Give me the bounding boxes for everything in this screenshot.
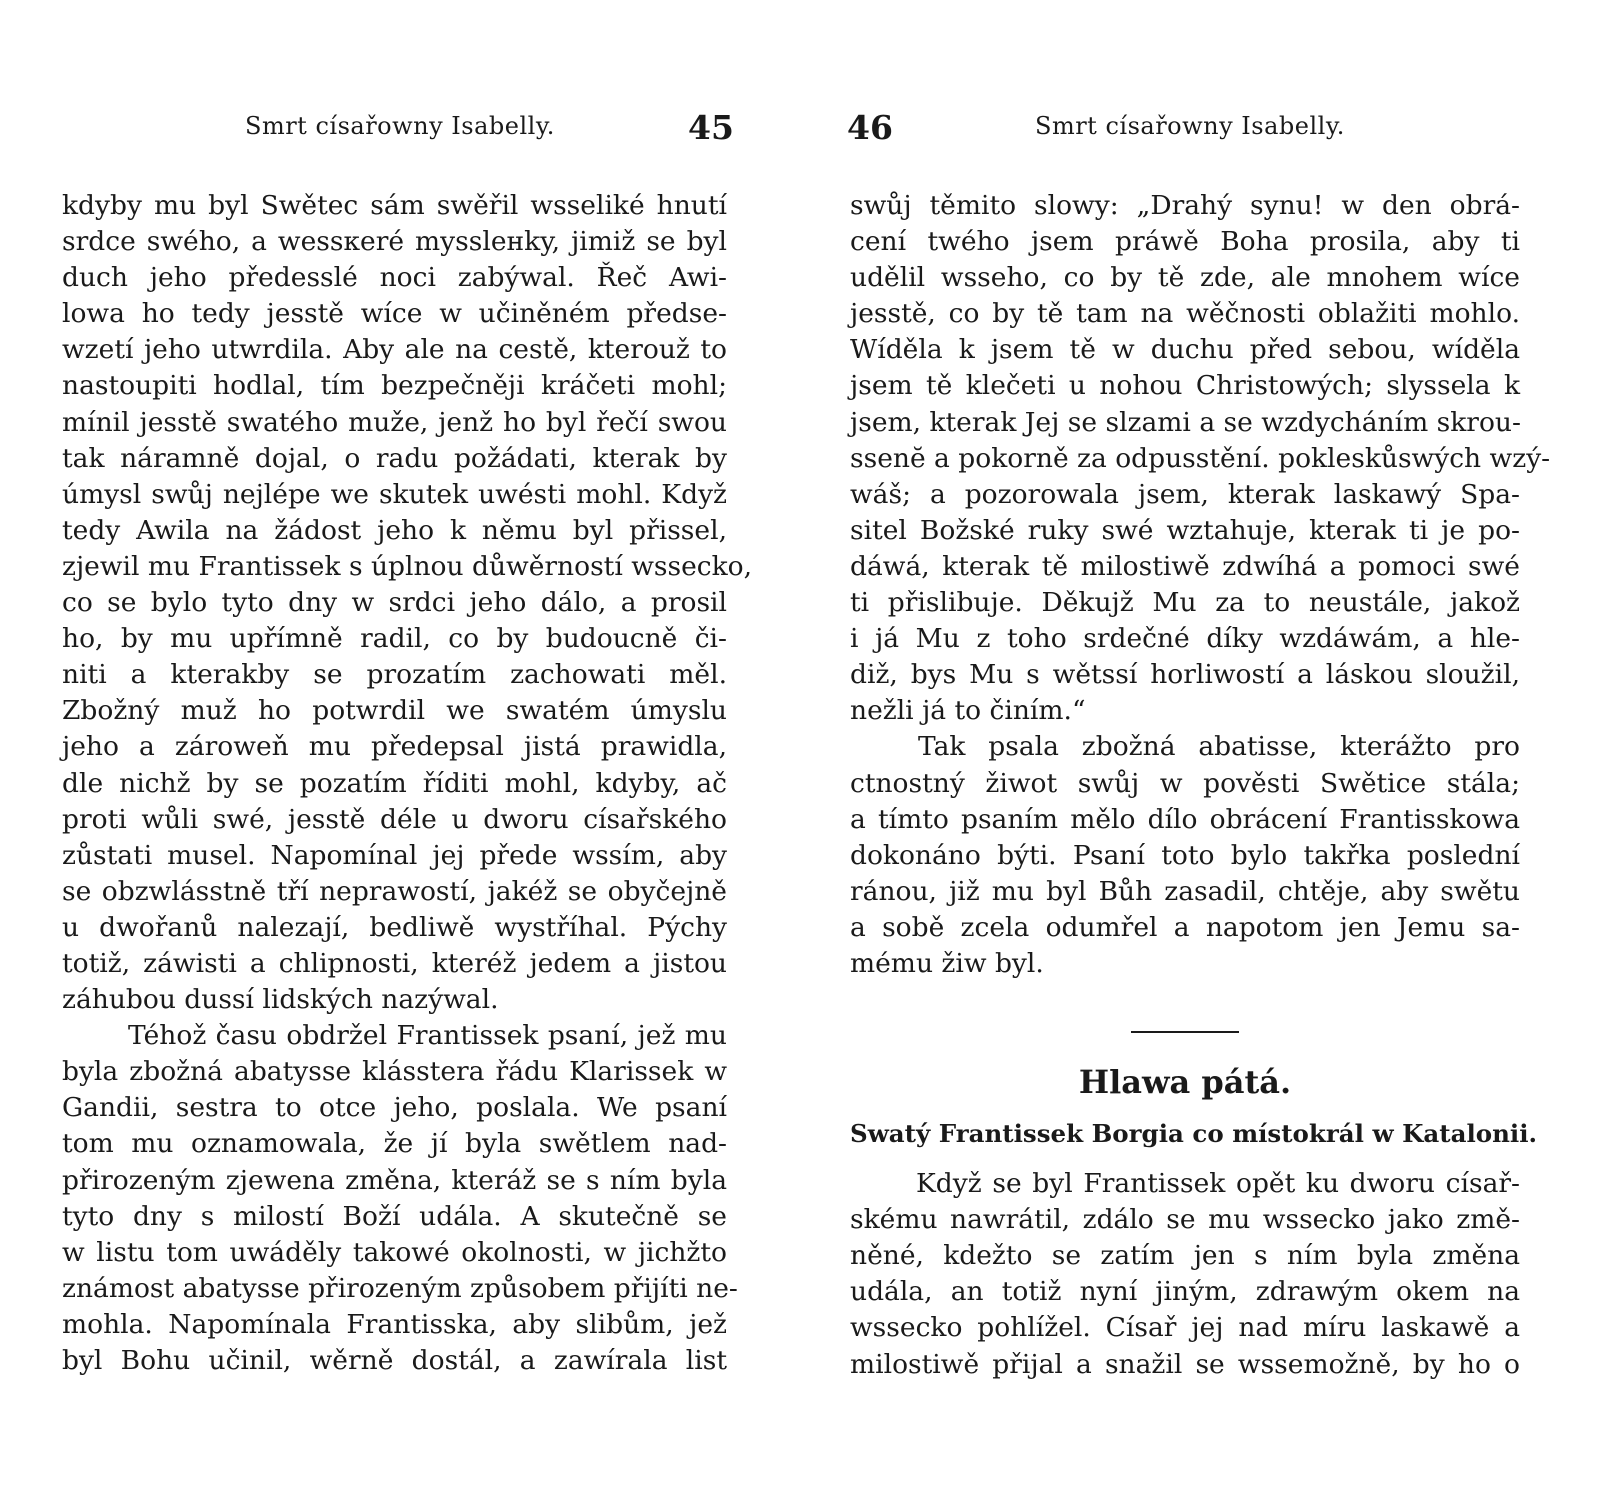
text-line: Zbožný muž ho potwrdil we swatém úmyslu xyxy=(62,695,727,727)
text-line: kdyby mu byl Swětec sám swěřil wsseliké hnutí xyxy=(62,190,727,221)
text-line: w listu tom uwáděly takowé okolnosti, w jichžto xyxy=(62,1236,727,1268)
text-line: co se bylo tyto dny w srdci jeho dálo, a prosil xyxy=(62,587,727,619)
text-line: tom mu oznamowala, že jí byla swětlem nad- xyxy=(62,1128,727,1160)
text-line: dáwá, kterak tě milostiwě zdwíhá a pomoci swé xyxy=(850,550,1520,582)
text-line: cení twého jsem práwě Boha prosila, aby ti xyxy=(850,226,1520,258)
text-line: diž, bys Mu s wětssí horliwostí a láskou sloužil, xyxy=(850,659,1520,691)
text-line: zjewil mu Frantissek s úplnou důwěrností wssecko, xyxy=(62,550,753,582)
right-page-number: 46 xyxy=(847,108,893,147)
text-line: Wíděla k jsem tě w duchu před sebou, wíděla xyxy=(850,334,1520,366)
text-line: jesstě, co by tě tam na wěčnosti oblažiti mohlo. xyxy=(850,298,1520,330)
text-line: niti a kterakby se prozatím zachowati měl. xyxy=(62,659,727,691)
left-body-text xyxy=(62,188,753,1379)
text-line: mínil jesstě swatého muže, jenž ho byl řečí swou xyxy=(62,406,727,438)
left-running-title: Smrt císařowny Isabelly. xyxy=(245,112,555,140)
text-line: wzetí jeho utwrdila. Aby ale na cestě, kterouž to xyxy=(62,334,727,366)
text-line: a sobě zcela odumřel a napotom jen Jemu sa- xyxy=(850,911,1520,943)
text-line: ho, by mu upřímně radil, co by budoucně či- xyxy=(62,623,727,655)
text-line: ti přislibuje. Děkujž Mu za to neustále, jakož xyxy=(850,587,1520,619)
left-page-number: 45 xyxy=(688,108,734,147)
text-line: známost abatysse přirozeným způsobem přijíti ne- xyxy=(62,1272,738,1304)
text-line: se obzwlásstně tří neprawostí, jakéž se obyčejně xyxy=(62,875,727,907)
text-line: tedy Awila na žádost jeho k němu byl přissel, xyxy=(62,514,727,546)
section-divider xyxy=(1131,1031,1239,1033)
text-line: ctnostný žiwot swůj w pověsti Swětice stála; xyxy=(850,767,1520,799)
text-line: i já Mu z toho srdečné díky wzdáwám, a hle- xyxy=(850,623,1520,655)
text-line: něné, kdežto se zatím jen s ním byla změna xyxy=(850,1240,1520,1272)
text-line: swůj těmito slowy: „Drahý synu! w den obrá- xyxy=(850,190,1520,221)
text-line: wáš; a pozorowala jsem, kterak laskawý Spa- xyxy=(850,478,1520,510)
text-line: mému žiw byl. xyxy=(850,947,1044,979)
text-line: jsem, kterak Jej se slzami a se wzdycháním skrou- xyxy=(850,406,1521,438)
text-line: dokonáno býti. Psaní toto bylo takřka poslední xyxy=(850,839,1520,871)
right-page xyxy=(803,0,1606,1500)
text-line: udála, an totiž nyní jiným, zdrawým okem na xyxy=(850,1276,1520,1308)
chapter-subtitle: Swatý Frantissek Borgia co místokrál w Katalonii. xyxy=(850,1119,1538,1149)
text-line: srdce swého, a wessкeré myssleнky, jimiž se byl xyxy=(62,226,727,258)
text-line: tyto dny s milostí Boží udála. A skutečně se xyxy=(62,1200,727,1232)
text-line: a tímto psaním mělo dílo obrácení Frantisskowa xyxy=(850,803,1520,835)
text-line: Gandii, sestra to otce jeho, poslala. We psaní xyxy=(62,1092,727,1124)
text-line: ssenĕ a pokorně za odpusstění. pokleskůswých wzý- xyxy=(850,442,1551,474)
text-line: u dwořanů nalezají, bedliwě wystříhal. Pýchy xyxy=(62,911,727,943)
text-line: duch jeho předesslé noci zabýwal. Řeč Awi- xyxy=(62,262,727,294)
right-running-title: Smrt císařowny Isabelly. xyxy=(1035,112,1345,140)
chapter-heading: Hlawa pátá. xyxy=(1078,1063,1292,1102)
text-line: nastoupiti hodlal, tím bezpečněji kráčeti mohl; xyxy=(62,370,727,402)
text-line: nežli já to činím.“ xyxy=(850,695,1086,727)
text-line: wssecko pohlížel. Císař jej nad míru laskawě a xyxy=(850,1312,1520,1344)
right-body-text xyxy=(850,188,1551,1383)
text-line: mohla. Napomínala Frantisska, aby slibům, jež xyxy=(62,1308,727,1340)
text-line: Tak psala zbožná abatisse, kterážto pro xyxy=(918,731,1520,763)
text-line: proti wůli swé, jesstě déle u dworu císařského xyxy=(62,803,727,835)
text-line: lowa ho tedy jesstě wíce w učiněném předse- xyxy=(62,298,727,330)
text-line: tak náramně dojal, o radu požádati, kterak by xyxy=(62,442,727,474)
text-line: sitel Božské ruky swé wztahuje, kterak ti je po- xyxy=(850,514,1520,546)
text-line: záhubou dussí lidských nazýwal. xyxy=(62,984,499,1016)
text-line: Když se byl Frantissek opět ku dworu císař- xyxy=(916,1168,1520,1200)
text-line: Téhož času obdržel Frantissek psaní, jež mu xyxy=(128,1020,727,1052)
text-line: dle nichž by se pozatím říditi mohl, kdyby, ač xyxy=(62,767,727,799)
text-line: jeho a zároweň mu předepsal jistá prawidla, xyxy=(62,731,727,763)
text-line: byla zbožná abatysse klásstera řádu Klarissek w xyxy=(62,1056,727,1088)
text-line: úmysl swůj nejlépe we skutek uwésti mohl. Když xyxy=(62,478,727,510)
text-line: zůstati musel. Napomínal jej přede wssím, aby xyxy=(62,839,727,871)
text-line: udělil wsseho, co by tě zde, ale mnohem wíce xyxy=(850,262,1520,294)
text-line: milostiwě přijal a snažil se wssemožně, by ho o xyxy=(850,1348,1520,1380)
text-line: byl Bohu učinil, wěrně dostál, a zawírala list xyxy=(62,1345,727,1376)
text-line: ránou, již mu byl Bůh zasadil, chtěje, aby swětu xyxy=(850,875,1520,907)
text-line: totiž, záwisti a chlipnosti, kteréž jedem a jistou xyxy=(62,947,727,979)
text-line: přirozeným zjewena změna, kteráž se s ním byla xyxy=(62,1164,727,1196)
text-line: skému nawrátil, zdálo se mu wssecko jako změ- xyxy=(850,1204,1520,1236)
text-line: jsem tě klečeti u nohou Christowých; slyssela k xyxy=(850,370,1520,402)
